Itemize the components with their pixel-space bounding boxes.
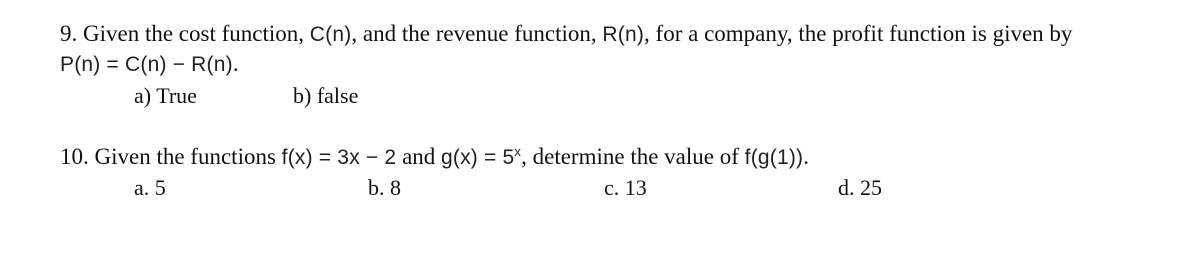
- question-10-text-2: and: [396, 144, 442, 169]
- question-10-period: .: [803, 144, 809, 169]
- question-10-text-3: , determine the value of: [521, 144, 745, 169]
- revenue-function-expression: R(n): [602, 23, 645, 46]
- question-9-stem-line-1: [60, 20, 1072, 49]
- question-10-option-d: d. 25: [838, 175, 882, 200]
- function-g-exponent: x: [514, 144, 522, 159]
- question-9-text-2: , and the revenue function,: [351, 21, 603, 46]
- question-9-option-b: b) false: [293, 83, 359, 108]
- cost-function-expression: C(n): [309, 23, 352, 46]
- question-10-option-c: c. 13: [604, 175, 647, 200]
- question-10-text-1: 10. Given the functions: [60, 144, 282, 169]
- question-9-period: .: [232, 51, 239, 76]
- question-9-stem-line-2: [60, 50, 239, 79]
- question-10-option-b: b. 8: [368, 175, 401, 200]
- function-g-base: g(x) = 5: [441, 146, 515, 169]
- question-9-text-3: , for a company, the profit function is given by: [644, 21, 1073, 46]
- question-9-option-a: a) True: [134, 83, 197, 108]
- question-10-option-a: a. 5: [134, 175, 166, 200]
- function-f-expression: f(x) = 3x − 2: [281, 146, 397, 169]
- question-10-stem: [60, 143, 809, 172]
- composite-expression: f(g(1)): [744, 146, 804, 169]
- function-g-expression: [441, 146, 521, 169]
- question-9-text-1: 9. Given the cost function,: [60, 21, 310, 46]
- profit-function-expression: P(n) = C(n) − R(n): [60, 53, 233, 76]
